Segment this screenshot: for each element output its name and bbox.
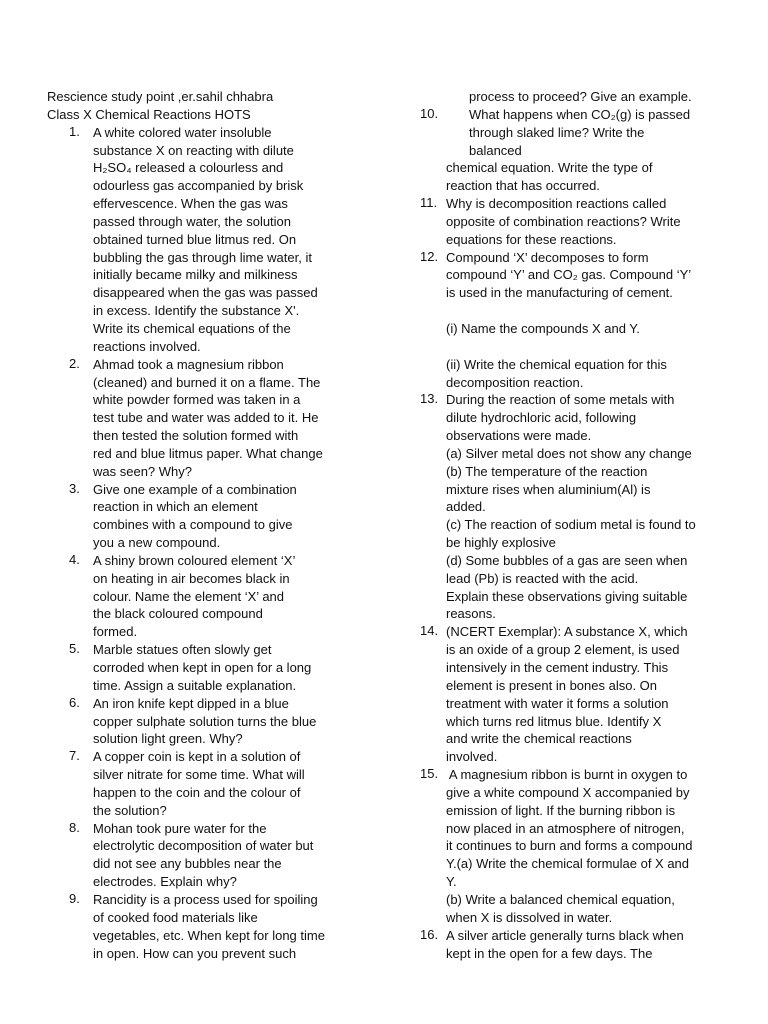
question-text-line: which turns red litmus blue. Identify X [446,713,662,729]
question-text-line: Write its chemical equations of the [93,320,291,336]
question-text-line: (d) Some bubbles of a gas are seen when [446,552,688,568]
question-text-line: observations were made. [446,428,592,444]
question-text-line: the solution? [93,802,167,818]
question-text-line: now placed in an atmosphere of nitrogen, [446,820,685,836]
question-text-line: An iron knife kept dipped in a blue [93,695,289,711]
question-text-line: reasons. [446,606,496,622]
question-text-line: (ii) Write the chemical equation for this [446,356,667,372]
question-text-line: Ahmad took a magnesium ribbon [93,356,284,372]
question-text-line: effervescence. When the gas was [93,196,288,212]
question-text-line: (b) The temperature of the reaction [446,463,648,479]
question-text-line: What happens when CO₂(g) is passed [469,106,691,122]
question-text-line: decomposition reaction. [446,374,584,390]
question-text-line: you a new compound. [93,535,221,551]
question-13 [420,391,725,623]
question-text-line: involved. [446,749,498,765]
question-number: 10. [420,105,439,121]
question-number: 1. [69,123,80,139]
question-number: 7. [69,748,80,764]
question-number: 11. [420,195,438,211]
question-text-line: in excess. Identify the substance X'. [93,303,300,319]
blank-line [446,302,725,320]
question-text-line: time. Assign a suitable explanation. [93,677,297,693]
question-text-line: added. [446,499,486,515]
question-number: 9. [69,890,80,906]
question-text-line: mixture rises when aluminium(Al) is [446,481,651,497]
question-text-line: be highly explosive [446,535,556,551]
question-text-line: in open. How can you prevent such [93,945,297,961]
question-text-line: (cleaned) and burned it on a flame. The [93,374,321,390]
question-12 [420,249,725,392]
question-number: 13. [420,391,439,407]
question-text-line: treatment with water it forms a solution [446,695,669,711]
question-7 [47,748,352,819]
question-1 [47,124,352,356]
question-text-line: compound ‘Y’ and CO₂ gas. Compound ‘Y’ [446,267,692,283]
question-text-line: A shiny brown coloured element ‘X’ [93,552,296,568]
question-16 [420,927,725,963]
question-text-line: (NCERT Exemplar): A substance X, which [446,624,688,640]
question-text-line: formed. [93,624,138,640]
question-number: 16. [420,926,439,942]
question-text-line: obtained turned blue litmus red. On [93,231,297,247]
question-text-line: test tube and water was added to it. He [93,410,319,426]
right-column [420,88,725,962]
question-9-continuation: process to proceed? Give an example. [469,89,692,104]
question-number: 4. [69,551,80,567]
question-text-line: (a) Silver metal does not show any change [446,445,692,461]
question-text-line: combines with a compound to give [93,517,293,533]
question-4 [47,552,352,641]
question-text-line: electrodes. Explain why? [93,874,237,890]
question-text-line: white powder formed was taken in a [93,392,301,408]
question-text-line: Y. [446,874,457,890]
question-text-line: equations for these reactions. [446,231,617,247]
question-3 [47,481,352,552]
question-text-line: A copper coin is kept in a solution of [93,749,301,765]
question-text-line: give a white compound X accompanied by [446,784,690,800]
question-text-line: (b) Write a balanced chemical equation, [446,891,675,907]
question-text-line: happen to the coin and the colour of [93,784,301,800]
question-text-line: A white colored water insoluble [93,124,272,140]
left-column [47,88,352,962]
question-15 [420,766,725,927]
question-11 [420,195,725,249]
question-8 [47,820,352,891]
question-6 [47,695,352,749]
question-text-line: opposite of combination reactions? Write [446,213,681,229]
header-line-1: Rescience study point ,er.sahil chhabra [47,89,274,104]
question-number: 12. [420,248,439,264]
header-line-2: Class X Chemical Reactions HOTS [47,106,251,122]
question-text-line: is used in the manufacturing of cement. [446,285,673,301]
question-5 [47,641,352,695]
question-number: 15. [420,766,439,782]
question-text-line: A magnesium ribbon is burnt in oxygen to [446,767,688,783]
question-text-line: was seen? Why? [93,463,192,479]
question-text-line: odourless gas accompanied by brisk [93,178,304,194]
question-text-line: Mohan took pure water for the [93,820,267,836]
question-text-line: red and blue litmus paper. What change [93,445,323,461]
question-text-line: solution light green. Why? [93,731,243,747]
question-text-line: Rancidity is a process used for spoiling [93,891,318,907]
question-text-line: and write the chemical reactions [446,731,632,747]
question-text-line: reaction in which an element [93,499,258,515]
question-text-line: (c) The reaction of sodium metal is found to [446,517,696,533]
question-number: 8. [69,819,80,835]
question-text-line: it continues to burn and forms a compound [446,838,693,854]
question-text-line: dilute hydrochloric acid, following [446,410,637,426]
question-text-line: of cooked food materials like [93,909,258,925]
question-text-line: Y.(a) Write the chemical formulae of X and [446,856,690,872]
question-number: 2. [69,355,80,371]
question-text-line: Marble statues often slowly get [93,642,272,658]
question-text-line: reactions involved. [93,338,201,354]
question-text-line: Why is decomposition reactions called [446,196,667,212]
question-14 [420,623,725,766]
question-text-line: intensively in the cement industry. This [446,660,669,675]
question-text-line: During the reaction of some metals with [446,392,675,408]
question-text-line: through slaked lime? Write the [469,124,645,140]
question-text-line: initially became milky and milkiness [93,267,298,283]
question-text-line: substance X on reacting with dilute [93,142,294,158]
question-9 [47,891,352,962]
question-text-line: did not see any bubbles near the [93,856,282,872]
question-number: 6. [69,694,80,710]
question-text-line: Compound ‘X’ decomposes to form [446,249,649,265]
question-text-line: silver nitrate for some time. What will [93,767,305,783]
question-text-line: disappeared when the gas was passed [93,285,318,301]
question-text-line: balanced [469,142,522,158]
question-text-line: reaction that has occurred. [446,178,600,194]
question-text-line: lead (Pb) is reacted with the acid. [446,570,639,586]
question-number: 3. [69,480,80,496]
question-text-line: corroded when kept in open for a long [93,660,312,675]
question-text-line: vegetables, etc. When kept for long time [93,927,325,943]
question-text-line: Explain these observations giving suitable [446,588,688,604]
question-text-line: on heating in air becomes black in [93,570,290,586]
question-number: 14. [420,623,439,639]
question-text-line: passed through water, the solution [93,213,292,229]
question-text-line: when X is dissolved in water. [446,909,613,925]
question-text-line: element is present in bones also. On [446,677,658,693]
question-text-line: the black coloured compound [93,606,263,622]
question-text-line: copper sulphate solution turns the blue [93,713,317,729]
question-10 [420,106,725,195]
question-number: 5. [69,641,80,657]
question-text-line: A silver article generally turns black when [446,927,684,943]
question-text-line: then tested the solution formed with [93,428,299,444]
question-text-line: bubbling the gas through lime water, it [93,249,312,265]
question-text-line: (i) Name the compounds X and Y. [446,320,640,336]
question-text-line: chemical equation. Write the type of [446,160,653,176]
question-text-line: is an oxide of a group 2 element, is used [446,642,680,658]
question-text-line: emission of light. If the burning ribbon is [446,802,676,818]
question-text-line: kept in the open for a few days. The [446,945,653,961]
question-2 [47,356,352,481]
question-text-line: electrolytic decomposition of water but [93,838,314,854]
question-text-line: H₂SO₄ released a colourless and [93,160,284,176]
question-text-line: colour. Name the element ‘X’ and [93,588,285,604]
question-text-line: Give one example of a combination [93,481,297,497]
blank-line [446,338,725,356]
